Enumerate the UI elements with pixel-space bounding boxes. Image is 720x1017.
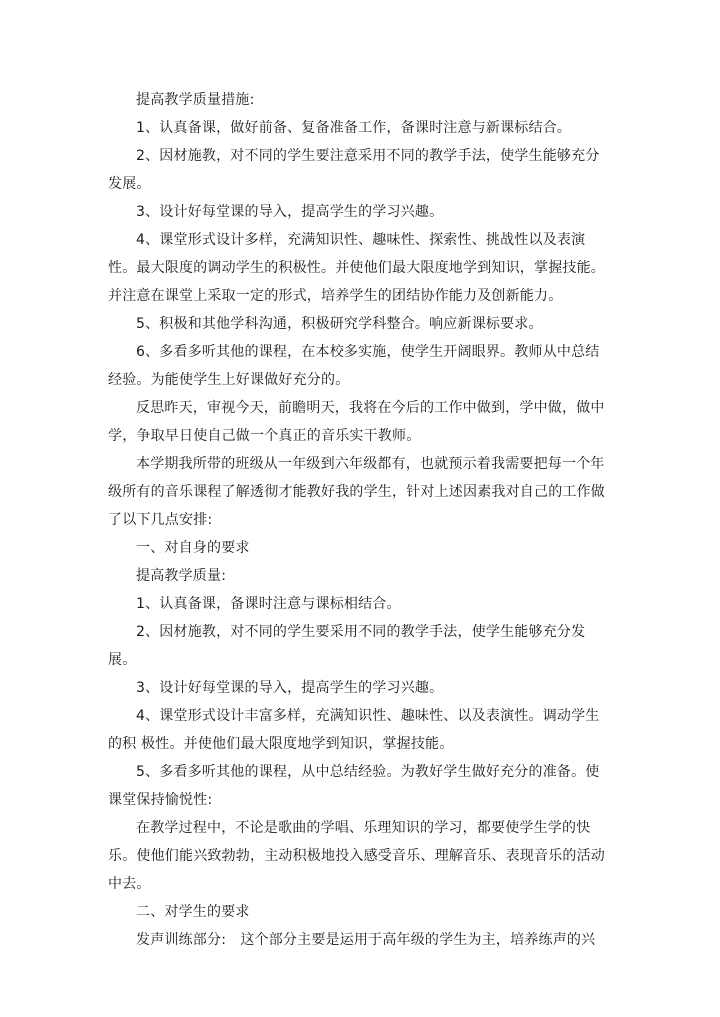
paragraph: 提高教学质量措施: xyxy=(136,92,255,108)
paragraph: 2、因材施教，对不同的学生要注意采用不同的教学手法，使学生能够充分发展。 xyxy=(108,148,600,192)
paragraph: 在教学过程中，不论是歌曲的学唱、乐理知识的学习，都要使学生学的快乐。使他们能兴致勃勃，主动积极地投入感受音乐、理解音乐、表现音乐的活动中去。 xyxy=(108,820,605,892)
paragraph: 本学期我所带的班级从一年级到六年级都有，也就预示着我需要把每一个年级所有的音乐课程了解透彻才能教好我的学生，针对上述因素我对自己的工作做了以下几点安排: xyxy=(108,456,605,528)
paragraph: 4、课堂形式设计丰富多样，充满知识性、趣味性、以及表演性。调动学生的积 极性。并使他们最大限度地学到知识，掌握技能。 xyxy=(108,708,600,752)
paragraph: 5、积极和其他学科沟通，积极研究学科整合。响应新课标要求。 xyxy=(136,316,543,332)
paragraph: 3、设计好每堂课的导入，提高学生的学习兴趣。 xyxy=(136,204,444,220)
paragraph: 反思昨天，审视今天，前瞻明天，我将在今后的工作中做到，学中做，做中学，争取早日使自己做一个真正的音乐实干教师。 xyxy=(108,400,605,444)
paragraph: 1、认真备课，做好前备、复备准备工作，备课时注意与新课标结合。 xyxy=(136,120,572,136)
paragraph: 4、课堂形式设计多样，充满知识性、趣味性、探索性、挑战性以及表演性。最大限度的调动学生的积极性。并使他们最大限度地学到知识，掌握技能。并注意在课堂上采取一定的形式，培养学生的团结协作能力及创新能力。 xyxy=(108,232,605,304)
paragraph: 3、设计好每堂课的导入，提高学生的学习兴趣。 xyxy=(136,680,444,696)
section-heading: 一、对自身的要求 xyxy=(136,540,250,556)
document-body xyxy=(108,86,608,954)
paragraph: 1、认真备课，备课时注意与课标相结合。 xyxy=(136,596,401,612)
section-heading: 二、对学生的要求 xyxy=(136,904,250,920)
paragraph: 2、因材施教，对不同的学生要采用不同的教学手法，使学生能够充分发展。 xyxy=(108,624,586,668)
paragraph: 5、多看多听其他的课程，从中总结经验。为教好学生做好充分的准备。使课堂保持愉悦性: xyxy=(108,764,600,808)
paragraph: 提高教学质量: xyxy=(136,568,227,584)
paragraph: 6、多看多听其他的课程，在本校多实施，使学生开阔眼界。教师从中总结经验。为能使学生上好课做好充分的。 xyxy=(108,344,600,388)
paragraph: 发声训练部分: 这个部分主要是运用于高年级的学生为主，培养练声的兴 xyxy=(136,932,596,948)
